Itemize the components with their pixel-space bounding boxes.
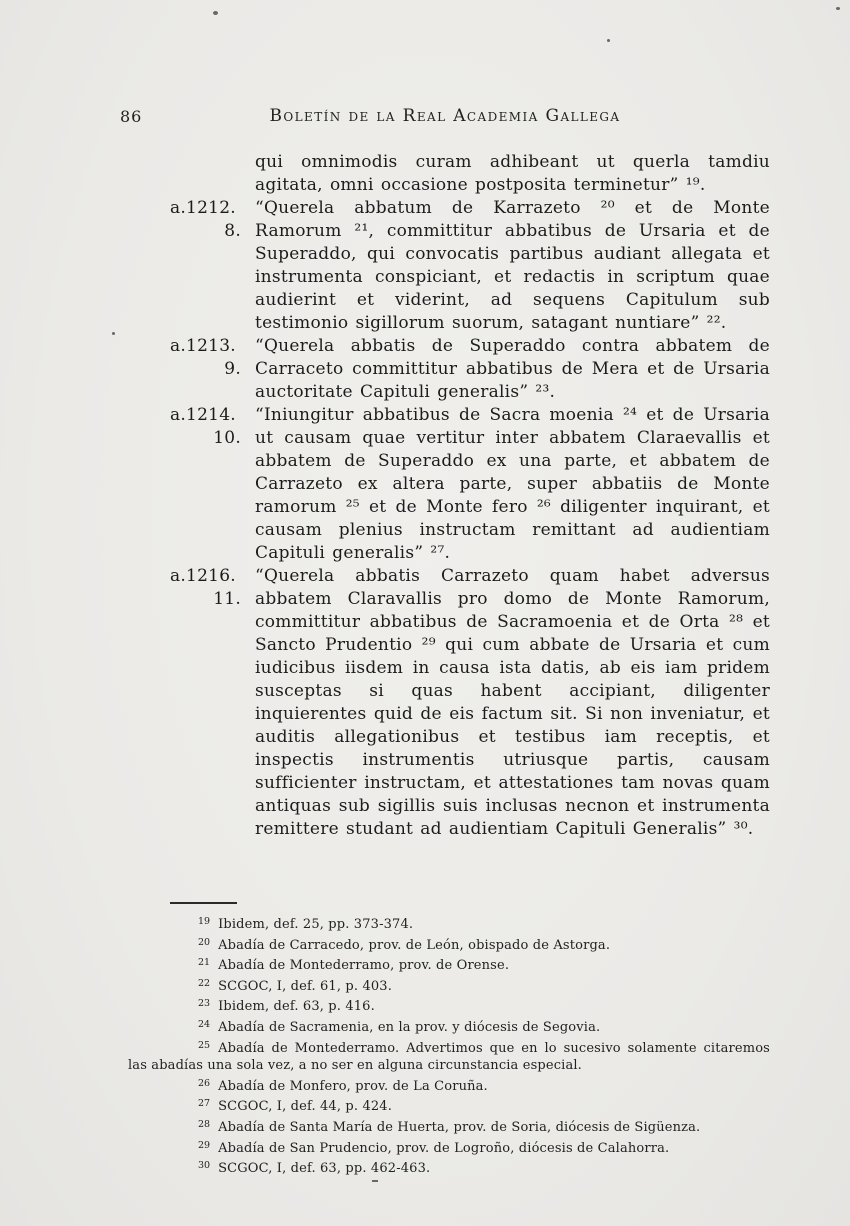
entry — [170, 335, 770, 404]
page-number: 86 — [120, 107, 143, 126]
scan-speckle — [213, 11, 218, 15]
entry-label — [170, 197, 255, 335]
footnote-marker: 19 — [198, 916, 211, 927]
entry-text: “Querela abbatis de Superaddo contra abbatem de Carraceto committitur abbatibus de Mera et de Ursaria auctoritate Capituli generalis” ²³. — [255, 336, 770, 402]
footnote-marker: 21 — [198, 957, 211, 969]
footnote-text: Abadía de Carracedo, prov. de León, obispado de Astorga. — [218, 937, 611, 953]
footnote — [128, 1037, 770, 1075]
entry-year: a.1213. — [170, 336, 236, 356]
entry-text: “Querela abbatis Carrazeto quam habet adversus abbatem Claravallis pro domo de Monte Ramorum, committitur abbatibus de Sacramoenia et de Orta ²⁸ et Sancto Prudentio ²⁹ qui cum abbate de Ursaria et cum iudicibus iisdem in causa ista datis, ab eis iam pridem susceptas si quas habent accipiant, diligenter inquierentes quid de eis factum sit. Si non inveniatur, et auditis allegationibus et testibus iam receptis, et inspectis instrumentis utriusque partis, causam sufficienter instructam, et attestationes tam novas quam antiquas sub sigillis suis inclusas necnon et instrumenta remittere studant ad audientiam Capituli Generalis” ³⁰. — [255, 566, 770, 839]
footnote-text: Abadía de Montederramo, prov. de Orense. — [218, 958, 510, 974]
running-title: Boletín de la Real Academia Gallega — [269, 106, 621, 126]
entry-text: qui omnimodis curam adhibeant ut querla tamdiu agitata, omni occasione postposita terminetur” ¹⁹. — [255, 152, 770, 195]
entry — [170, 197, 770, 335]
scan-speckle — [112, 332, 115, 335]
entry-number: 8. — [224, 221, 241, 241]
footnote-marker: 26 — [198, 1077, 211, 1089]
footnote — [128, 1116, 770, 1137]
footnote-text: Abadía de Santa María de Huerta, prov. de Soria, diócesis de Sigüenza. — [218, 1119, 701, 1135]
footnote-marker: 27 — [198, 1098, 211, 1110]
footnote-marker: 20 — [198, 936, 211, 948]
footnote — [128, 1016, 770, 1037]
footnote-text: SCGOC, I, def. 63, pp. 462-463. — [218, 1161, 431, 1177]
footnote — [128, 954, 770, 975]
footnote-text: Abadía de Montederramo. Advertimos que en lo sucesivo solamente citaremos las abadías una sola vez, a no ser en alguna circunstancia especial. — [128, 1040, 770, 1074]
entry-year: a.1212. — [170, 198, 236, 218]
entry-year: a.1216. — [170, 566, 236, 586]
footnote-marker: 30 — [198, 1160, 211, 1172]
footnote-text: Ibidem, def. 25, pp. 373-374. — [218, 917, 414, 932]
entry-label — [170, 335, 255, 404]
entry — [170, 404, 770, 565]
scan-speckle — [372, 1180, 378, 1182]
scan-speckle — [836, 7, 840, 10]
entry — [170, 565, 770, 841]
footnote — [128, 1157, 770, 1178]
footnote — [128, 1095, 770, 1116]
footnote — [128, 913, 770, 934]
footnote — [128, 1075, 770, 1096]
footnote — [128, 975, 770, 996]
footnote-marker: 29 — [198, 1139, 211, 1151]
footnote-marker: 22 — [198, 977, 211, 989]
footnote-marker: 25 — [198, 1039, 211, 1051]
footnote-marker: 23 — [198, 998, 211, 1010]
entry-label — [170, 151, 255, 197]
footnote — [128, 995, 770, 1016]
scan-speckle — [607, 39, 610, 42]
footnote-rule — [170, 902, 237, 904]
entry-number: 11. — [213, 589, 241, 609]
footnotes-section — [128, 913, 770, 1178]
entry-number: 9. — [224, 359, 241, 379]
entry — [170, 151, 770, 197]
entry-year: a.1214. — [170, 405, 236, 425]
footnote-text: SCGOC, I, def. 44, p. 424. — [218, 1099, 393, 1115]
footnote-text: SCGOC, I, def. 61, p. 403. — [218, 978, 393, 994]
entry-label — [170, 565, 255, 841]
entry-text: “Iniungitur abbatibus de Sacra moenia ²⁴ et de Ursaria ut causam quae vertitur inter abbatem Claraevallis et abbatem de Superaddo ex una parte, et abbatem de Carrazeto ex altera parte, super abbatiis de Monte ramorum ²⁵ et de Monte fero ²⁶ diligenter inquirant, et causam plenius instructam remittant ad audientiam Capituli generalis” ²⁷. — [255, 405, 770, 563]
main-text — [170, 151, 770, 841]
footnote-text: Abadía de Sacramenia, en la prov. y diócesis de Segovia. — [218, 1019, 601, 1035]
footnote-text: Abadía de San Prudencio, prov. de Logroño, diócesis de Calahorra. — [218, 1140, 670, 1156]
footnote-marker: 24 — [198, 1018, 211, 1030]
footnote — [128, 1137, 770, 1158]
entry-label — [170, 404, 255, 565]
footnote-text: Ibidem, def. 63, p. 416. — [218, 999, 375, 1015]
entry-number: 10. — [213, 428, 241, 448]
footnote — [128, 934, 770, 955]
entry-text: “Querela abbatum de Karrazeto ²⁰ et de Monte Ramorum ²¹, committitur abbatibus de Ursaria et de Superaddo, qui convocatis partibus audiant allegata et instrumenta conspiciant, et redactis in scriptum quae audierint et viderint, ad sequens Capitulum sub testimonio sigillorum suorum, satagant nuntiare” ²². — [255, 198, 770, 333]
page-header — [120, 106, 770, 128]
footnote-marker: 28 — [198, 1118, 211, 1130]
footnote-text: Abadía de Monfero, prov. de La Coruña. — [218, 1078, 488, 1094]
